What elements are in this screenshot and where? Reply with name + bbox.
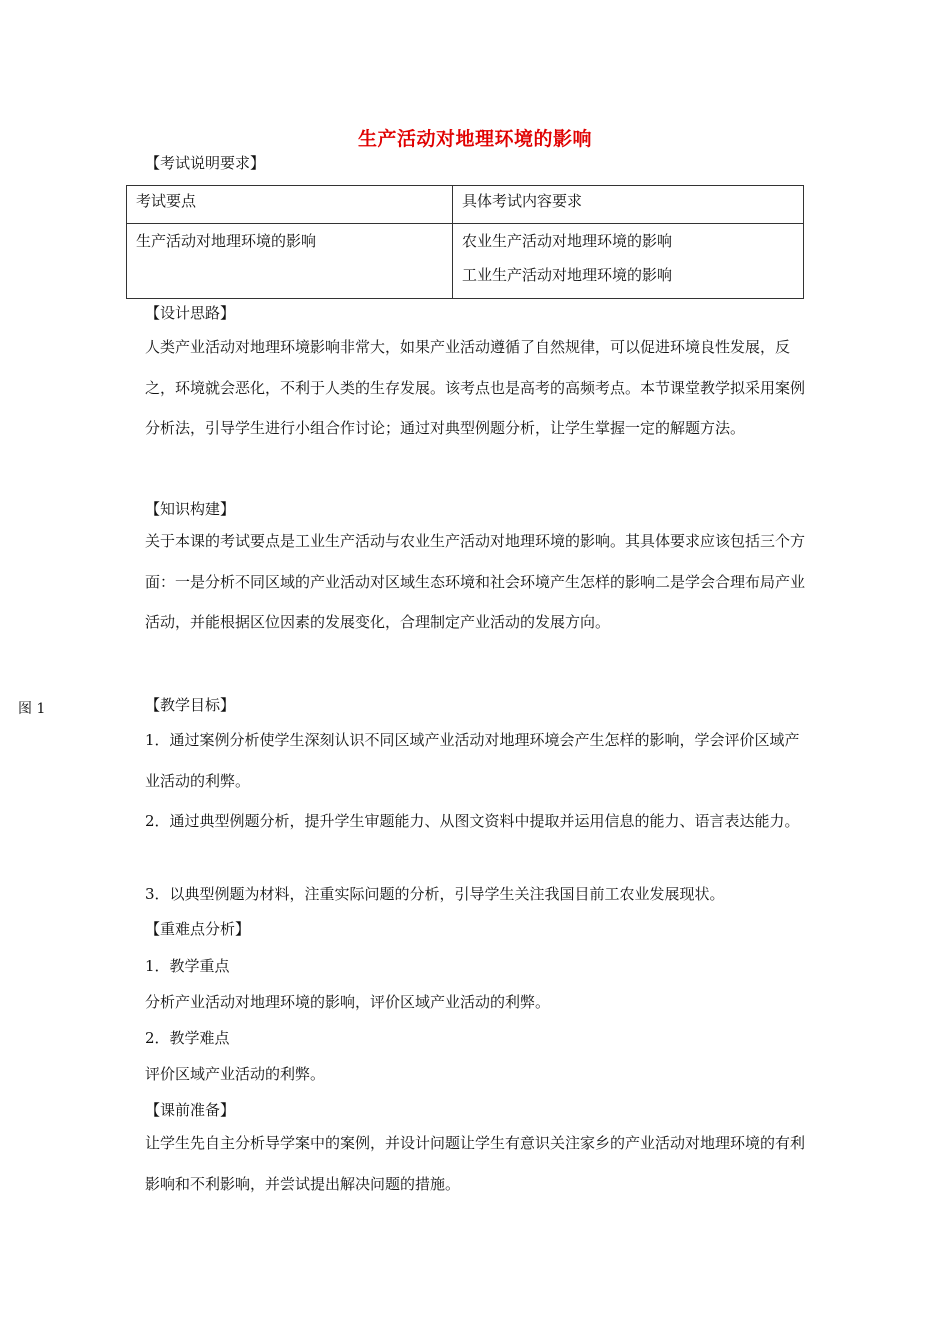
requirement-agriculture: 农业生产活动对地理环境的影响 (462, 232, 673, 250)
cell-exam-point (127, 224, 453, 299)
focus-text: 分析产业活动对地理环境的影响，评价区域产业活动的利弊。 (145, 993, 551, 1011)
exam-requirements-table (126, 185, 804, 299)
exam-requirements-heading: 【考试说明要求】 (145, 154, 266, 172)
requirement-industry: 工业生产活动对地理环境的影响 (462, 266, 673, 284)
header-exam-point: 考试要点 (127, 186, 453, 224)
goals-heading: 【教学目标】 (145, 696, 236, 714)
table-header-row (127, 186, 804, 224)
design-heading: 【设计思路】 (145, 304, 236, 322)
exam-point-text: 生产活动对地理环境的影响 (136, 232, 317, 250)
focus-label: 1．教学重点 (145, 957, 230, 975)
knowledge-text: 关于本课的考试要点是工业生产活动与农业生产活动对地理环境的影响。其具体要求应该包括三个方面：一是分析不同区域的产业活动对区域生态环境和社会环境产生怎样的影响二是学会合理布局产业活动，并能根据区位因素的发展变化，合理制定产业活动的发展方向。 (145, 532, 806, 631)
prep-heading: 【课前准备】 (145, 1101, 236, 1119)
keypoints-heading: 【重难点分析】 (145, 920, 251, 938)
cell-requirements (453, 224, 804, 299)
goal-item-2: 2．通过典型例题分析，提升学生审题能力、从图文资料中提取并运用信息的能力、语言表达能力。 (145, 812, 800, 830)
prep-text: 让学生先自主分析导学案中的案例，并设计问题让学生有意识关注家乡的产业活动对地理环境的有利影响和不利影响，并尝试提出解决问题的措施。 (145, 1134, 806, 1193)
goal-item-3: 3．以典型例题为材料，注重实际问题的分析，引导学生关注我国目前工农业发展现状。 (145, 885, 725, 903)
figure-label: 图 1 (18, 701, 46, 717)
knowledge-heading: 【知识构建】 (145, 500, 236, 518)
goal-item-1: 1．通过案例分析使学生深刻认识不同区域产业活动对地理环境会产生怎样的影响，学会评价区域产业活动的利弊。 (145, 731, 800, 790)
difficulty-text: 评价区域产业活动的利弊。 (145, 1065, 326, 1083)
header-content-requirements: 具体考试内容要求 (453, 186, 804, 224)
page-title: 生产活动对地理环境的影响 (357, 128, 592, 150)
table-row (127, 224, 804, 299)
design-text: 人类产业活动对地理环境影响非常大，如果产业活动遵循了自然规律，可以促进环境良性发展，反之，环境就会恶化，不利于人类的生存发展。该考点也是高考的高频考点。本节课堂教学拟采用案例分析法，引导学生进行小组合作讨论；通过对典型例题分析，让学生掌握一定的解题方法。 (145, 338, 806, 437)
difficulty-label: 2．教学难点 (145, 1029, 230, 1047)
